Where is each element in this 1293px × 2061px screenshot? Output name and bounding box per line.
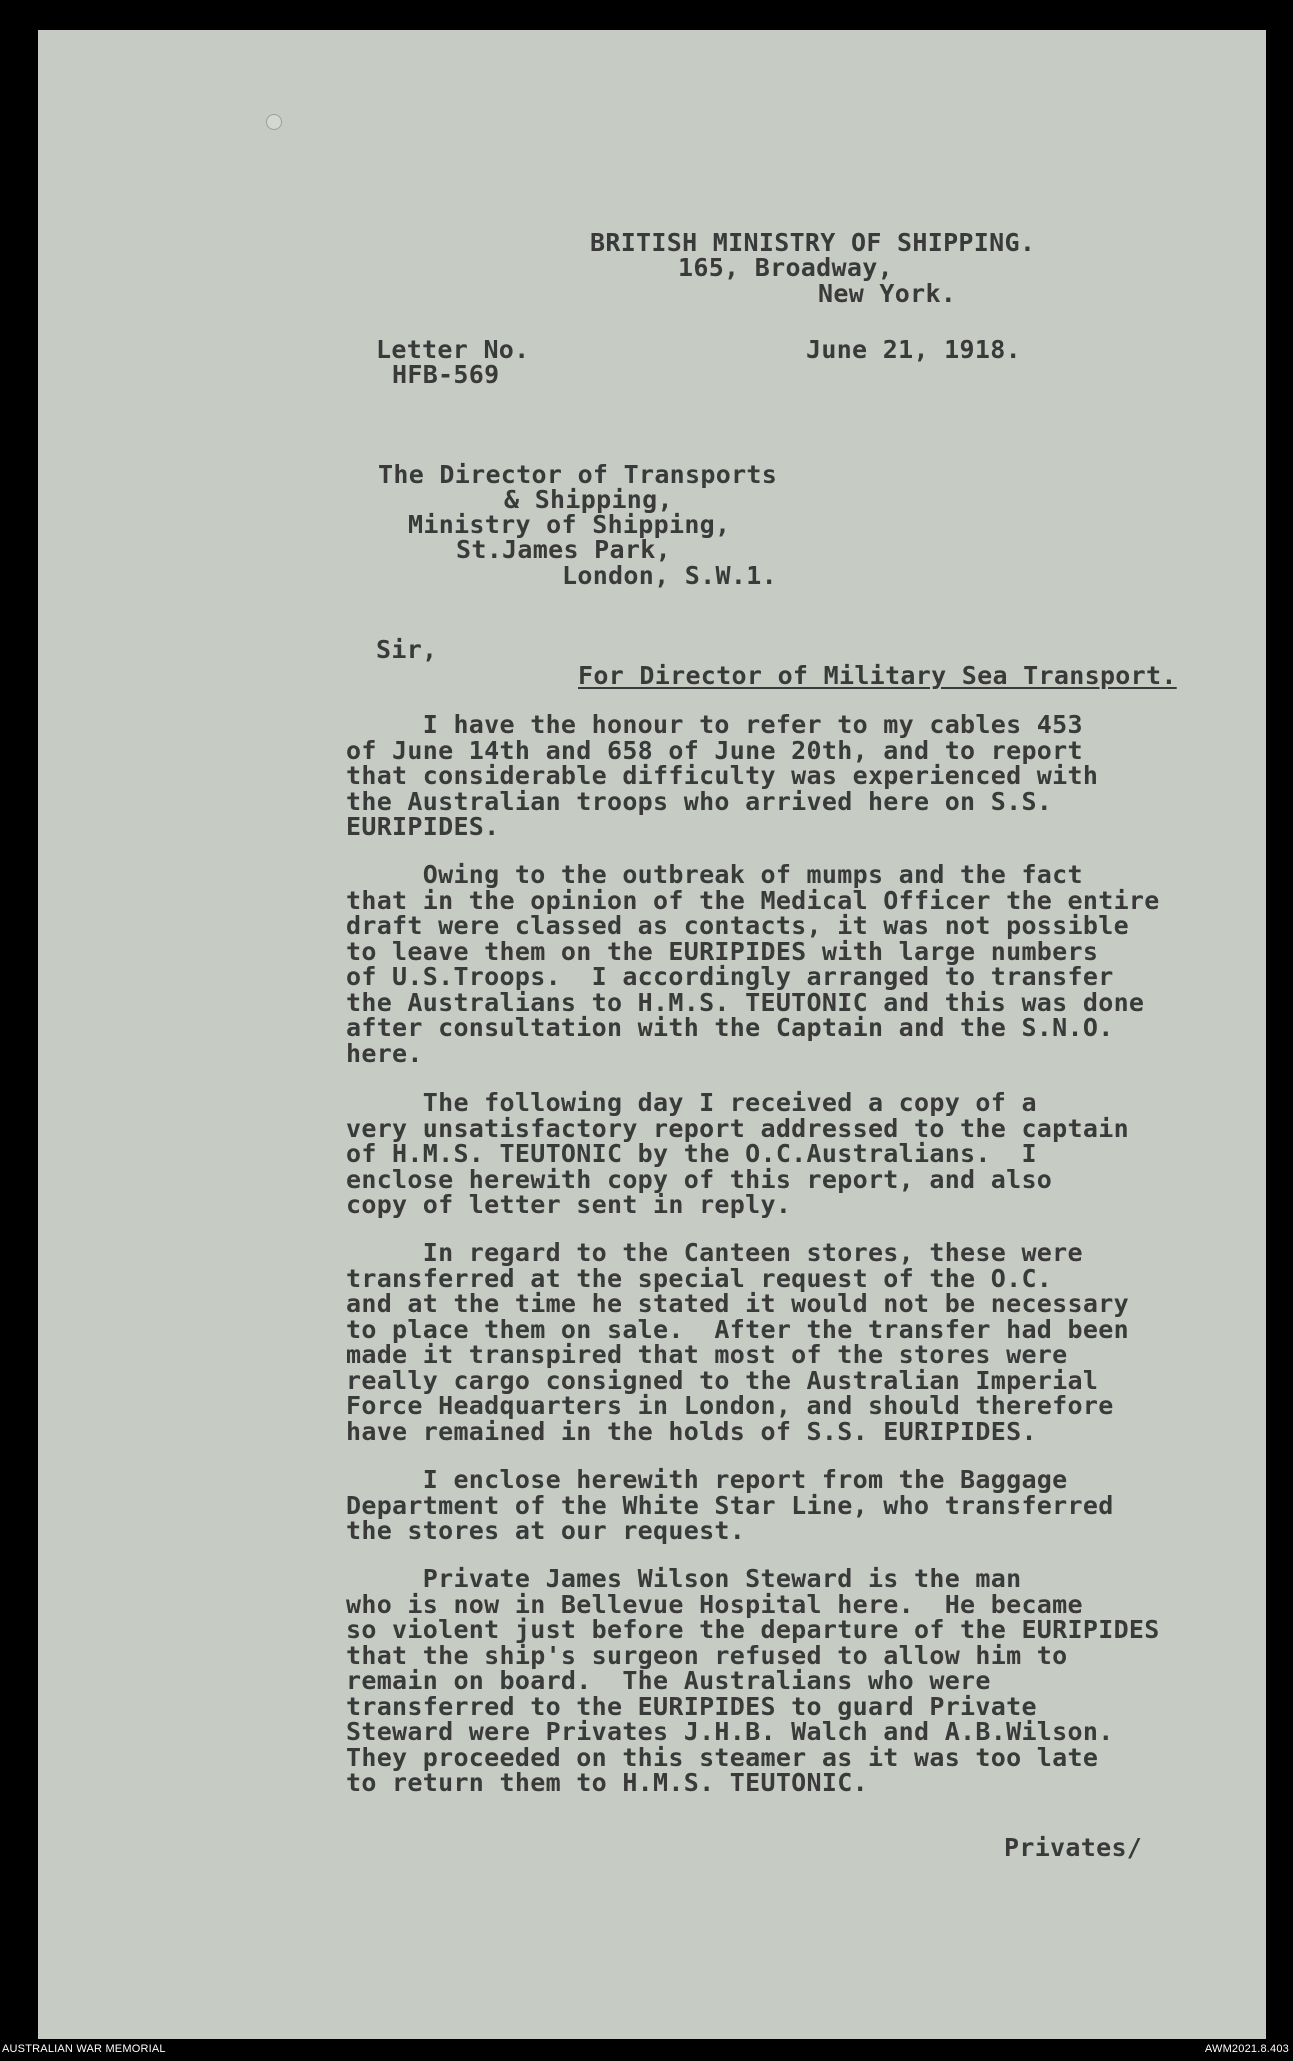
paragraph-line: of H.M.S. TEUTONIC by the O.C.Australians. I: [346, 1139, 1037, 1168]
recipient-line-5: London, S.W.1.: [562, 561, 777, 590]
recipient-line-4: St.James Park,: [456, 535, 671, 564]
paragraph-line: to leave them on the EURIPIDES with large numbers: [346, 936, 1099, 966]
paragraph-line: They proceeded on this steamer as it was too late: [346, 1742, 1099, 1772]
body-paragraph-4: [346, 1240, 1226, 1444]
subject-line: For Director of Military Sea Transport.: [578, 661, 1177, 690]
paragraph-line: Department of the White Star Line, who transferred: [346, 1490, 1114, 1520]
body-paragraph-6: [346, 1566, 1226, 1796]
recipient-line-1: The Director of Transports: [378, 460, 778, 489]
body-paragraph-2: [346, 862, 1226, 1066]
recipient-line-3: Ministry of Shipping,: [408, 510, 731, 539]
paragraph-line: of U.S.Troops. I accordingly arranged to transfer: [346, 962, 1114, 991]
paragraph-line: I have the honour to refer to my cables 453: [346, 710, 1083, 739]
reference-line-2: HFB-569: [392, 360, 500, 389]
paragraph-line: enclose herewith copy of this report, and also: [346, 1164, 1053, 1194]
letter-date: June 21, 1918.: [806, 335, 1021, 364]
paragraph-line: Owing to the outbreak of mumps and the fact: [346, 860, 1083, 889]
paragraph-line: remain on board. The Australians who were: [346, 1666, 991, 1695]
body-paragraph-5: [346, 1467, 1226, 1544]
letterhead-line-1: BRITISH MINISTRY OF SHIPPING.: [590, 228, 1036, 257]
paragraph-line: Force Headquarters in London, and should therefore: [346, 1391, 1114, 1420]
paragraph-line: Private James Wilson Steward is the man: [346, 1564, 1022, 1593]
paragraph-line: draft were classed as contacts, it was not possible: [346, 911, 1129, 940]
paragraph-line: transferred to the EURIPIDES to guard Private: [346, 1691, 1037, 1721]
catchword: Privates/: [1004, 1833, 1143, 1862]
paragraph-line: The following day I received a copy of a: [346, 1088, 1037, 1117]
paragraph-line: to place them on sale. After the transfer had been: [346, 1314, 1129, 1344]
paragraph-line: the Australians to H.M.S. TEUTONIC and this was done: [346, 987, 1145, 1017]
paragraph-line: transferred at the special request of the O.C.: [346, 1263, 1053, 1293]
paragraph-line: here.: [346, 1038, 423, 1068]
paragraph-line: the Australian troops who arrived here on S.S.: [346, 786, 1053, 816]
paragraph-line: very unsatisfactory report addressed to the captain: [346, 1113, 1129, 1143]
paragraph-line: of June 14th and 658 of June 20th, and to report: [346, 735, 1083, 765]
paragraph-line: that considerable difficulty was experienced with: [346, 761, 1099, 790]
letterhead-line-2: 165, Broadway,: [678, 253, 893, 282]
body-paragraph-3: [346, 1090, 1226, 1218]
paragraph-line: after consultation with the Captain and the S.N.O.: [346, 1013, 1114, 1042]
reference-line-1: Letter No.: [376, 335, 530, 364]
paragraph-line: made it transpired that most of the stores were: [346, 1340, 1068, 1369]
paragraph-line: have remained in the holds of S.S. EURIPIDES.: [346, 1416, 1037, 1446]
letterhead-line-3: New York.: [818, 279, 957, 308]
paragraph-line: that in the opinion of the Medical Officer the entire: [346, 885, 1160, 915]
paragraph-line: and at the time he stated it would not be necessary: [346, 1289, 1129, 1318]
recipient-line-2: & Shipping,: [504, 485, 673, 514]
paragraph-line: who is now in Bellevue Hospital here. He became: [346, 1589, 1083, 1619]
paragraph-line: In regard to the Canteen stores, these were: [346, 1238, 1083, 1267]
paragraph-line: so violent just before the departure of the EURIPIDES: [346, 1615, 1160, 1644]
footer-right: AWM2021.8.403: [1204, 2043, 1289, 2055]
paragraph-line: Steward were Privates J.H.B. Walch and A.B.Wilson.: [346, 1717, 1114, 1746]
paragraph-line: the stores at our request.: [346, 1516, 746, 1545]
punch-hole: [266, 114, 282, 130]
paragraph-line: really cargo consigned to the Australian Imperial: [346, 1365, 1099, 1395]
paragraph-line: to return them to H.M.S. TEUTONIC.: [346, 1768, 868, 1797]
paragraph-line: that the ship's surgeon refused to allow him to: [346, 1640, 1068, 1670]
salutation: Sir,: [376, 635, 438, 664]
paragraph-line: I enclose herewith report from the Baggage: [346, 1465, 1068, 1494]
body-paragraph-1: [346, 712, 1226, 840]
paragraph-line: copy of letter sent in reply.: [346, 1190, 792, 1219]
paragraph-line: EURIPIDES.: [346, 812, 500, 841]
footer-left: AUSTRALIAN WAR MEMORIAL: [2, 2043, 166, 2055]
